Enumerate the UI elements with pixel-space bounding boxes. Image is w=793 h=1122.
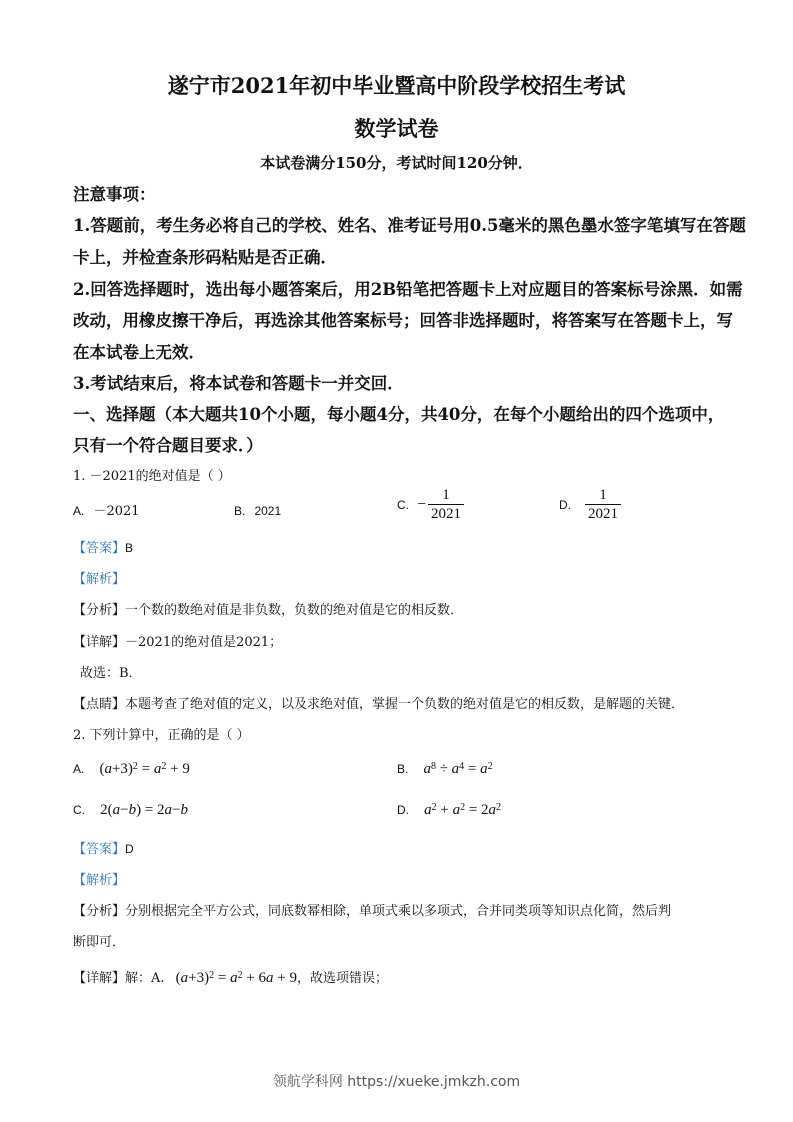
section-heading-line-1: 一、选择题（本大题共10个小题，每小题4分，共40分，在每个小题给出的四个选项中， bbox=[73, 405, 725, 424]
option-label: A. bbox=[73, 504, 85, 518]
formula: $(a+3)^2 = a^2 + 9$ bbox=[99, 761, 190, 777]
numerator: 1 bbox=[442, 487, 450, 503]
notice-item-1-line-1: 1.答题前，考生务必将自己的学校、姓名、准考证号用0.5毫米的黑色墨水签字笔填写在答题 bbox=[73, 216, 746, 235]
option-label: D. bbox=[397, 803, 409, 817]
notice-item-1-line-2: 卡上，并检查条形码粘贴是否正确． bbox=[73, 248, 337, 267]
q1-analysis-tag: 【解析】 bbox=[73, 572, 126, 587]
notice-item-2-line-1: 2.回答选择题时，选出每小题答案后，用2B铅笔把答题卡上对应题目的答案标号涂黑．如需 bbox=[73, 280, 743, 299]
option-label: A. bbox=[73, 762, 85, 776]
q2-analysis-tag: 【解析】 bbox=[73, 873, 126, 888]
q1-option-b bbox=[234, 500, 281, 519]
answer-tag: 【答案】 bbox=[73, 541, 126, 556]
q2-option-c bbox=[73, 799, 188, 819]
q1-xiangjie: 【详解】－2021的绝对值是2021； bbox=[73, 635, 283, 650]
q2-xiangjie bbox=[73, 967, 388, 987]
notice-item-2-line-3: 在本试卷上无效． bbox=[73, 343, 205, 362]
footer-watermark: 领航学科网 https://xueke.jmkzh.com bbox=[272, 1074, 521, 1090]
numerator: 1 bbox=[599, 487, 607, 503]
formula: $a^8 \div a^4 = a^2$ bbox=[423, 761, 493, 777]
q1-fenxi: 【分析】一个数的数绝对值是非负数，负数的绝对值是它的相反数． bbox=[73, 603, 464, 618]
q1-dianjing: 【点睛】本题考查了绝对值的定义，以及求绝对值，掌握一个负数的绝对值是它的相反数，是解题的关键． bbox=[73, 697, 685, 712]
denominator: 2021 bbox=[428, 504, 464, 523]
q2-option-b bbox=[397, 758, 493, 778]
q2-fenxi-line-1: 【分析】分别根据完全平方公式，同底数幂相除，单项式乘以多项式，合并同类项等知识点化简，然后判 bbox=[73, 904, 672, 919]
fraction bbox=[585, 486, 621, 523]
q2-answer bbox=[73, 838, 134, 857]
notice-heading: 注意事项： bbox=[73, 185, 156, 204]
xiangjie-suffix: ，故选项错误； bbox=[297, 971, 389, 986]
option-label: D. bbox=[559, 497, 571, 512]
answer-value: B bbox=[125, 541, 134, 555]
section-heading-line-2: 只有一个符合题目要求．） bbox=[73, 436, 263, 455]
formula: $a^2 + a^2 = 2a^2$ bbox=[424, 802, 502, 818]
option-text: 2021 bbox=[254, 504, 282, 518]
option-label: C. bbox=[397, 497, 409, 512]
formula: $(a+3)^2 = a^2 + 6a + 9$ bbox=[175, 970, 297, 986]
option-label: C. bbox=[73, 803, 85, 817]
q1-option-d bbox=[559, 486, 621, 523]
q1-option-a bbox=[73, 500, 140, 519]
minus-sign: − bbox=[417, 495, 427, 513]
q1-answer bbox=[73, 537, 133, 556]
notice-item-2-line-2: 改动，用橡皮擦干净后，再选涂其他答案标号；回答非选择题时，将答案写在答题卡上，写 bbox=[73, 311, 733, 330]
q1-guxuan: 故选：B． bbox=[80, 666, 142, 681]
option-label: B. bbox=[397, 762, 409, 776]
q2-fenxi-line-2: 断即可． bbox=[73, 935, 126, 950]
xiangjie-prefix: 【详解】解：A. bbox=[73, 971, 165, 986]
q2-option-d bbox=[397, 799, 501, 819]
option-label: B. bbox=[234, 504, 246, 518]
q1-option-c bbox=[397, 486, 464, 523]
exam-info: 本试卷满分150分，考试时间120分钟． bbox=[260, 154, 533, 172]
q1-stem: 1. －2021的绝对值是（ ） bbox=[73, 469, 231, 484]
exam-subject-title: 数学试卷 bbox=[354, 116, 439, 141]
exam-title: 遂宁市2021年初中毕业暨高中阶段学校招生考试 bbox=[167, 73, 626, 98]
formula: 2(a−b) = 2a−b bbox=[100, 802, 188, 818]
answer-value: D bbox=[125, 842, 134, 856]
denominator: 2021 bbox=[585, 504, 621, 523]
answer-tag: 【答案】 bbox=[73, 842, 126, 857]
q2-option-a bbox=[73, 758, 190, 778]
fraction bbox=[428, 486, 464, 523]
q2-stem: 2. 下列计算中，正确的是（ ） bbox=[73, 728, 250, 743]
option-text: －2021 bbox=[93, 504, 140, 519]
notice-item-3: 3.考试结束后，将本试卷和答题卡一并交回． bbox=[73, 374, 404, 393]
